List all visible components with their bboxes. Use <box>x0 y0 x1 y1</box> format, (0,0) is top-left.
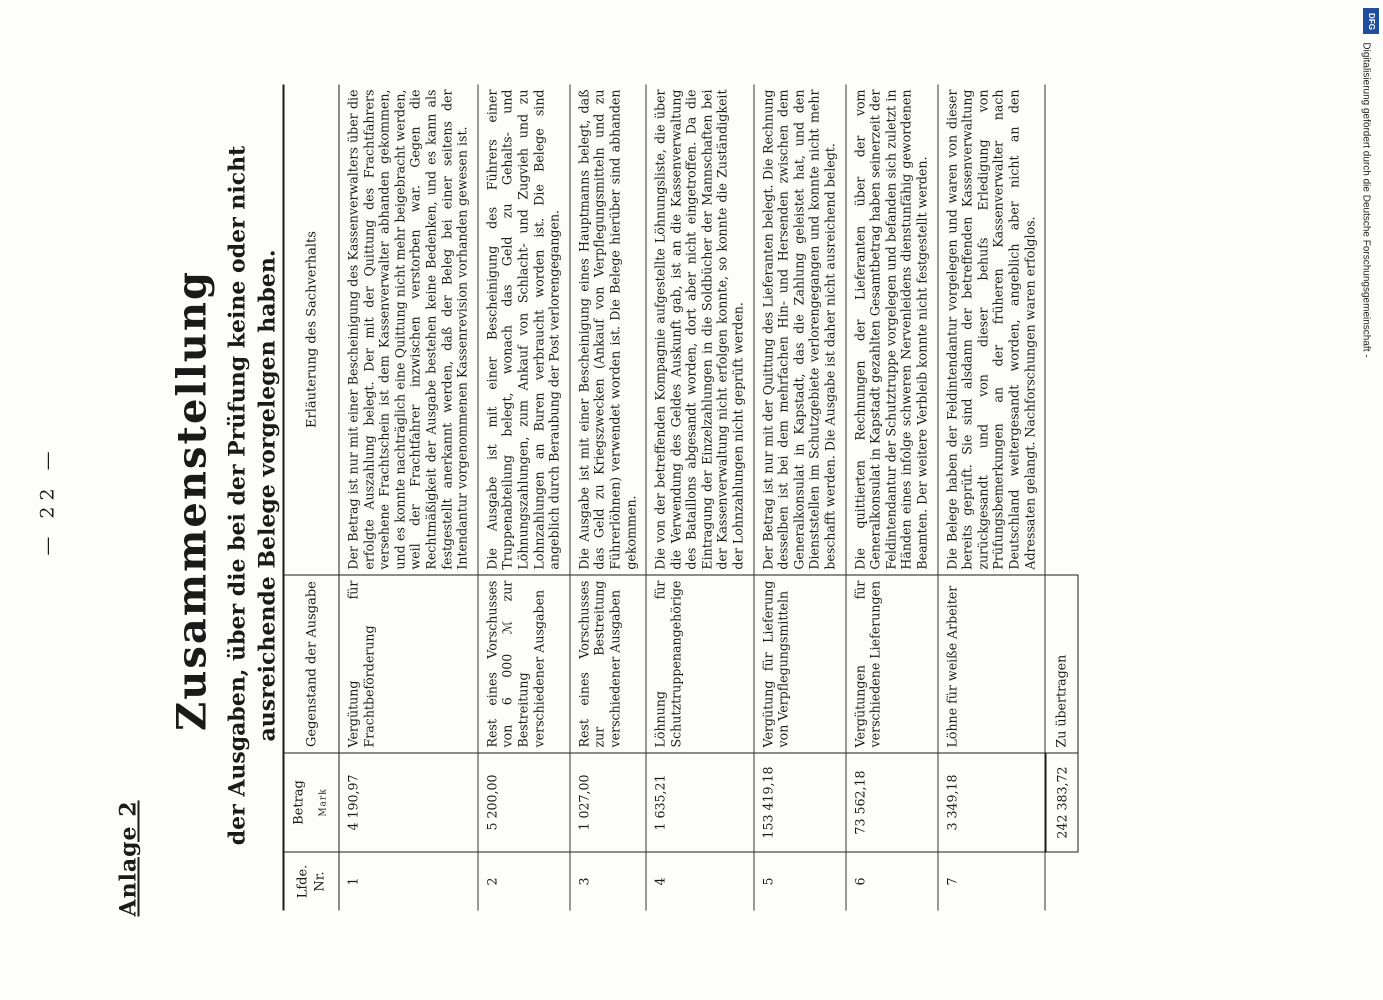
table-row <box>569 84 645 910</box>
row-gegenstand: Vergütung für Frachtbeförderung <box>339 575 478 753</box>
row-erlaeuterung: Die Belege haben der Feldintendantur vorgelegen und waren von dieser bereits geprüft. Sie sind alsdann der betreffenden Kassenverwaltung zurückgesandt und von dieser behufs Erledigung von Prüfungsbemerkungen an der früheren Kassenverwalter nach Deutschland weitergesandt worden, angeblich aber nicht an den Adressaten gelangt. Nachforschungen waren erfolglos. <box>937 84 1045 575</box>
row-gegenstand: Vergütungen für verschiedene Lieferungen <box>845 575 937 753</box>
header-betrag-label: Betrag <box>291 779 306 825</box>
table-header-row <box>283 84 339 910</box>
digitization-note <box>1354 10 1378 390</box>
summary-nr <box>1045 852 1078 911</box>
row-nr: 1 <box>339 852 478 911</box>
table-row <box>339 84 478 910</box>
row-erlaeuterung: Die quittierten Rechnungen der Lieferanten über der vom Generalkonsulat in Kapstadt gezahlten Gesamtbetrag haben seinerzeit der Feldintendantur der Schutztruppe vorgelegen und befanden sich zuletzt in Händen eines infolge schweren Nervenleidens dienstunfähig gewordenen Beamten. Der weitere Verbleib konnte nicht festgestellt werden. <box>845 84 937 575</box>
page-number: — 22 — <box>36 444 58 556</box>
summary-row <box>1045 84 1078 910</box>
row-betrag: 3 349,18 <box>937 753 1045 852</box>
header-gegenstand: Gegenstand der Ausgabe <box>283 575 339 753</box>
row-erlaeuterung: Die Ausgabe ist mit einer Bescheinigung des Führers einer Truppenabteilung belegt, wonach das Geld zu Gehalts- und Löhnungszahlungen, zum Ankauf von Schlacht- und Zugvieh und zu Lohnzahlungen an Buren verbraucht worden ist. Die Belege sind angeblich durch Beraubung der Post verlorengegangen. <box>477 84 569 575</box>
header-erlaeuterung: Erläuterung des Sachverhalts <box>283 84 339 575</box>
dfg-logo <box>1363 8 1379 34</box>
row-gegenstand: Rest eines Vorschusses zur Bestreitung verschiedener Ausgaben <box>569 575 645 753</box>
row-betrag: 1 635,21 <box>646 753 754 852</box>
summary-label: Zu übertragen <box>1045 575 1078 753</box>
row-erlaeuterung: Der Betrag ist nur mit der Quittung des Lieferanten belegt. Die Rechnung desselben ist bei dem mehrfachen Hin- und Hersenden zwischen dem Generalkonsulat in Kapstadt, das die Zahlung geleistet hat, und den Dienststellen im Schutzgebiete verlorengegangen und konnte nicht mehr beschafft werden. Die Ausgabe ist daher nicht ausreichend belegt. <box>753 84 845 575</box>
row-erlaeuterung: Der Betrag ist nur mit einer Bescheinigung des Kassenverwalters über die erfolgte Auszahlung belegt. Der mit der Quittung des Frachtfahrers versehene Frachtschein ist dem Kassenverwalter abhanden gekommen, und es konnte nachträglich eine Quittung nicht mehr beigebracht werden, weil der Frachtfahrer inzwischen verstorben war. Gegen die Rechtmäßigkeit der Ausgabe bestehen keine Bedenken, und es kann als festgestellt anerkannt werden, daß der Beleg bei einer seitens der Intendantur vorgenommenen Kassenrevision vorhanden gewesen ist. <box>339 84 478 575</box>
row-nr: 5 <box>753 852 845 911</box>
row-nr: 3 <box>569 852 645 911</box>
row-gegenstand: Rest eines Vorschusses von 6 000 ℳ zur Bestreitung verschiedener Ausgaben <box>477 575 569 753</box>
table-row <box>646 84 754 910</box>
table-row <box>937 84 1045 910</box>
row-betrag: 153 419,18 <box>753 753 845 852</box>
row-gegenstand: Löhnung für Schutztruppenangehörige <box>646 575 754 753</box>
summary-erlaeuterung <box>1045 84 1078 575</box>
table-row <box>753 84 845 910</box>
row-gegenstand: Löhne für weiße Arbeiter <box>937 575 1045 753</box>
row-nr: 7 <box>937 852 1045 911</box>
summary-betrag: 242 383,72 <box>1045 753 1078 852</box>
dfg-logo-text: DFG <box>1366 12 1376 30</box>
digitization-note-text: Digitalisierung gefördert durch die Deutsche Forschungsgemeinschaft - <box>1360 42 1372 358</box>
page-title: Zusammenstellung <box>168 269 215 731</box>
header-nr: Lfde. Nr. <box>283 852 339 911</box>
table-row <box>845 84 937 910</box>
header-betrag-unit: Mark <box>318 787 328 817</box>
table-row <box>477 84 569 910</box>
row-nr: 6 <box>845 852 937 911</box>
row-nr: 4 <box>646 852 754 911</box>
row-betrag: 1 027,00 <box>569 753 645 852</box>
row-nr: 2 <box>477 852 569 911</box>
row-erlaeuterung: Die von der betreffenden Kompagnie aufgestellte Löhnungsliste, die über die Verwendung des Geldes Auskunft gab, ist an die Kassenverwaltung des Bataillons abgesandt worden, dort aber nicht eingetroffen. Da die Eintragung der Einzelzahlungen in die Soldbücher der Mannschaften bei der Kassenverwaltung nicht erfolgen konnte, so konnte die Zuständigkeit der Lohnzahlungen nicht geprüft werden. <box>646 84 754 575</box>
page-subtitle: der Ausgaben, über die bei der Prüfung keine oder nicht ausreichende Belege vorgelegen haben. <box>224 145 280 845</box>
row-gegenstand: Vergütung für Lieferung von Verpflegungsmitteln <box>753 575 845 753</box>
expenses-table <box>282 84 1078 910</box>
header-betrag <box>283 753 339 852</box>
annex-label: Anlage 2 <box>115 799 141 916</box>
row-erlaeuterung: Die Ausgabe ist mit einer Bescheinigung eines Hauptmanns belegt, daß das Geld zu Kriegszwecken (Ankauf von Verpflegungsmitteln und zu Führerlöhnen) verwendet worden ist. Die Belege hierüber sind abhanden gekommen. <box>569 84 645 575</box>
row-betrag: 4 190,97 <box>339 753 478 852</box>
row-betrag: 73 562,18 <box>845 753 937 852</box>
row-betrag: 5 200,00 <box>477 753 569 852</box>
